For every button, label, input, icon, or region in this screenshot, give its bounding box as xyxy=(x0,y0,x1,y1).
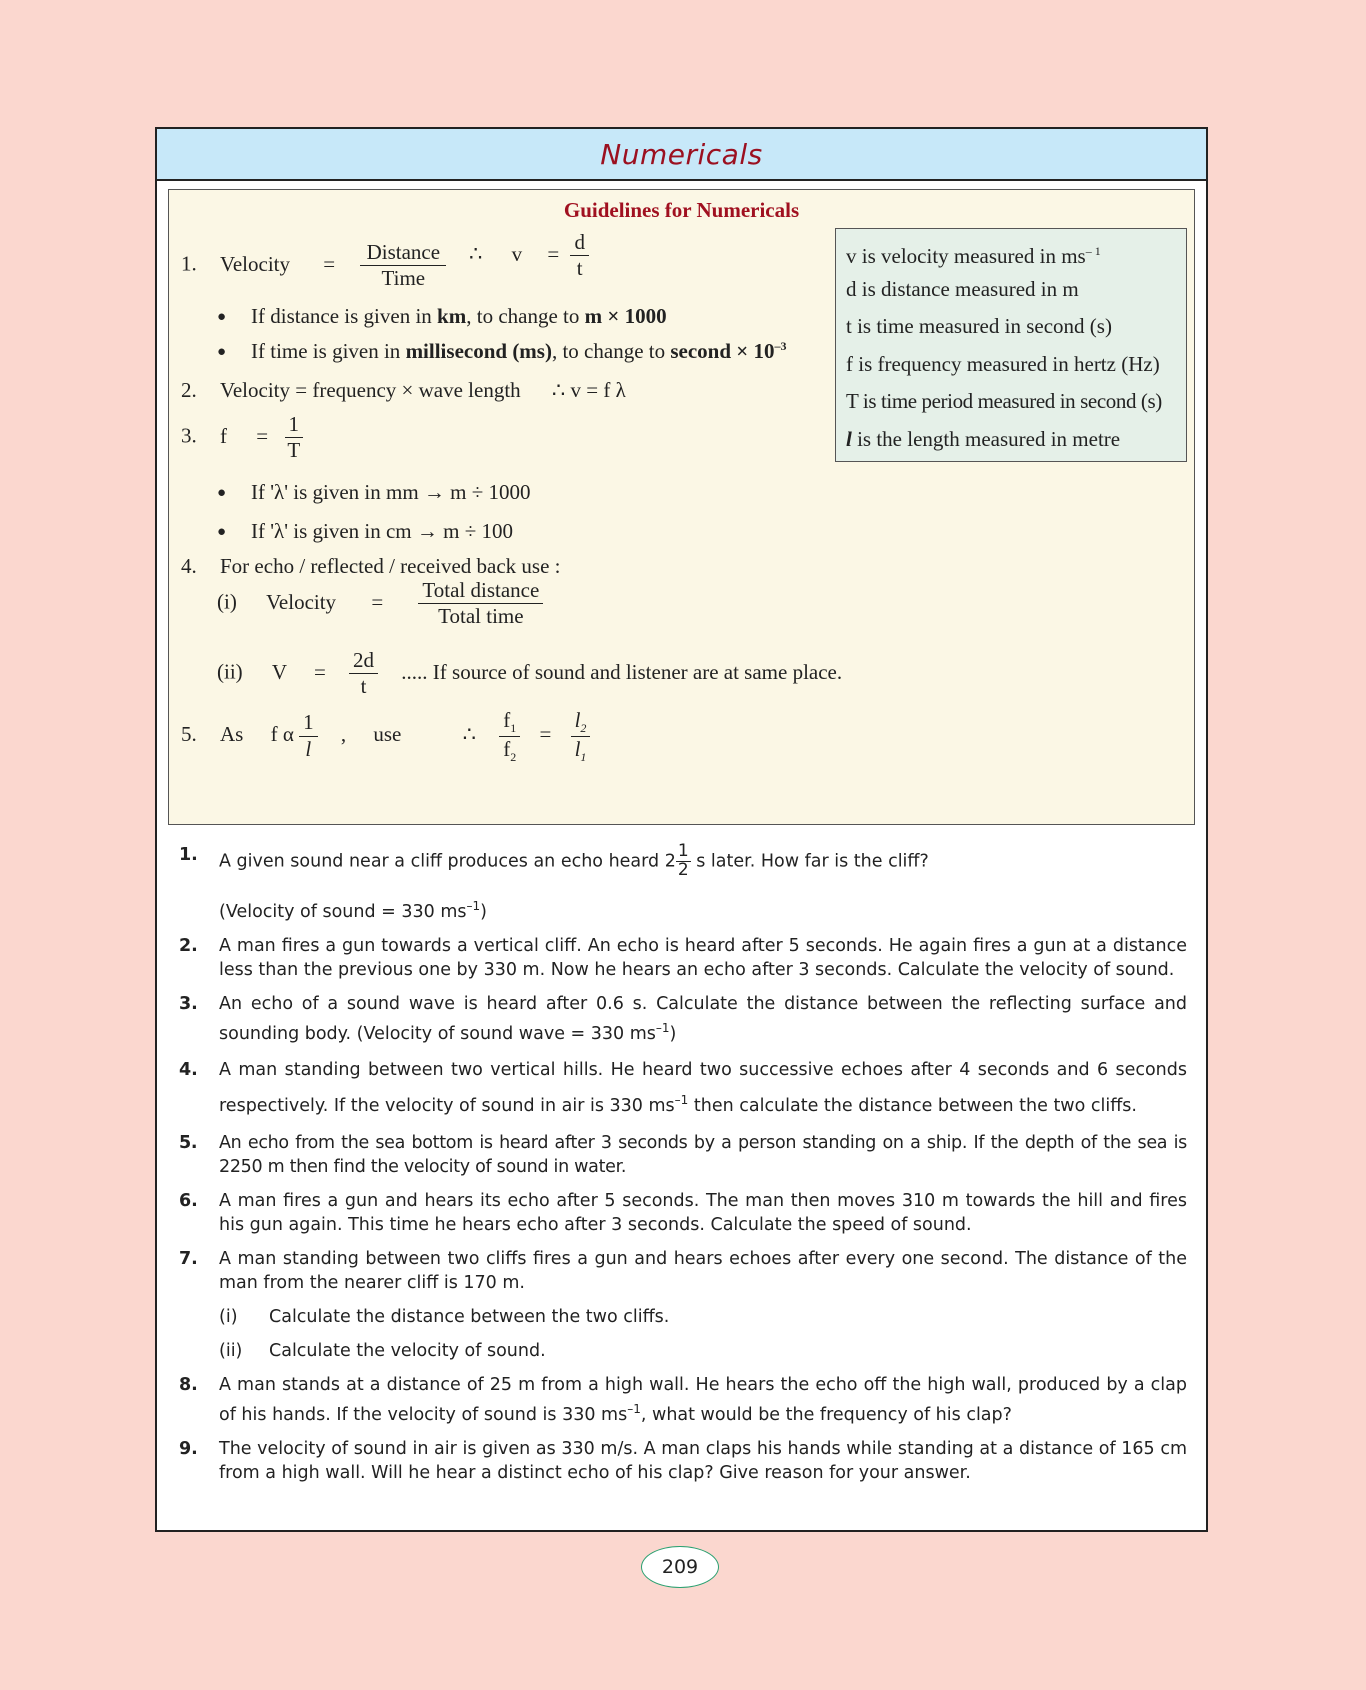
text: use xyxy=(373,721,402,746)
item-number: 5. xyxy=(181,721,197,746)
denominator: T xyxy=(287,438,301,463)
question-number: 6. xyxy=(179,1191,198,1212)
label: Velocity xyxy=(220,251,290,276)
fraction xyxy=(283,412,304,463)
fraction-l2-l1 xyxy=(571,708,591,764)
question-3 xyxy=(177,992,1187,1046)
equals: = xyxy=(371,589,384,614)
question-text: A man stands at a distance of 25 m from a high wall. He hears the echo off the high wall, produced by a clap of his hands. If the velocity of sound is 330 ms xyxy=(219,1375,1187,1425)
symbol-f: f xyxy=(220,423,227,448)
question-7 xyxy=(177,1247,1187,1363)
sub-number: (ii) xyxy=(217,659,243,684)
item-number: 3. xyxy=(181,423,197,448)
guidelines-box xyxy=(168,189,1195,825)
f1: f xyxy=(503,708,511,732)
question-text: A man standing between two cliffs fires a gun and hears echoes after every one second. The distance of the man from the nearer cliff is 170 m. xyxy=(219,1249,1187,1294)
question-list xyxy=(177,843,1187,1495)
question-text: , what would be the frequency of his clap? xyxy=(640,1405,1012,1425)
bullet-mm xyxy=(251,480,531,505)
question-text: The velocity of sound in air is given as 330 m/s. A man claps his hands while standing at a distance of 165 cm from a high wall. Will he hear a distinct echo of his clap? Give reason for your answer. xyxy=(219,1439,1187,1483)
numerator: 1 xyxy=(677,841,689,861)
question-text: ) xyxy=(669,1023,677,1044)
guideline-4-i xyxy=(217,578,543,629)
title-bar xyxy=(157,129,1206,181)
superscript: –1 xyxy=(674,1093,689,1108)
numerator: 1 xyxy=(285,412,304,438)
item-number: 4. xyxy=(181,554,197,578)
note: ..... If source of sound and listener are at same place. xyxy=(401,659,843,684)
question-number: 1. xyxy=(179,845,198,865)
text: If 'λ' is given in mm → m ÷ 1000 xyxy=(251,480,531,504)
fraction xyxy=(360,240,446,291)
question-text: An echo from the sea bottom is heard after 3 seconds by a person standing on a ship. If the depth of the sea is 2250 m then find the velocity of sound in water. xyxy=(219,1133,1187,1178)
fraction xyxy=(570,230,589,281)
equals: = xyxy=(547,241,560,266)
denominator: l xyxy=(305,736,312,761)
superscript: –1 xyxy=(466,898,481,913)
superscript: –3 xyxy=(774,339,787,353)
text: If distance is given in xyxy=(251,304,438,328)
symbol-l: l xyxy=(846,426,852,451)
guideline-4-ii xyxy=(217,648,842,699)
question-number: 4. xyxy=(179,1060,198,1081)
text: (Velocity of sound = 330 ms xyxy=(219,901,467,922)
sub-number: (i) xyxy=(217,589,237,614)
bold-text: km xyxy=(437,304,467,328)
page-title: Numericals xyxy=(600,137,763,171)
bullet-ms xyxy=(251,339,787,364)
question-text: A man standing between two vertical hills. He heard two successive echoes after 4 seconds and 6 seconds respectively. If the velocity of sound in air is 330 ms xyxy=(219,1060,1187,1117)
legend-t: t is time measured in second (s) xyxy=(846,314,1112,338)
question-8 xyxy=(177,1373,1187,1427)
denominator: t xyxy=(360,674,367,699)
legend-T: T is time period measured in second (s) xyxy=(846,389,1162,413)
symbol-v: v xyxy=(511,241,523,266)
bold-text: millisecond (ms) xyxy=(405,339,552,363)
numerator: d xyxy=(570,230,589,256)
text: For echo / reflected / received back use : xyxy=(220,554,561,578)
question-text: s later. How far is the cliff? xyxy=(690,851,929,872)
question-number: 3. xyxy=(179,993,198,1014)
guideline-2 xyxy=(181,378,626,403)
bold-text: m × 1000 xyxy=(584,304,667,328)
denominator: Time xyxy=(381,266,426,291)
guidelines-heading: Guidelines for Numericals xyxy=(563,198,800,222)
superscript: – 1 xyxy=(1085,244,1101,258)
label: V xyxy=(271,659,287,684)
subscript: 1 xyxy=(510,721,517,736)
guideline-3 xyxy=(181,412,304,463)
item-number: 1. xyxy=(181,251,197,276)
question-6 xyxy=(177,1189,1187,1237)
question-number: 9. xyxy=(179,1439,198,1459)
l2: l xyxy=(574,708,581,732)
text: Velocity = frequency × wave length xyxy=(220,378,521,402)
therefore-symbol: ∴ xyxy=(469,241,483,266)
denominator: Total time xyxy=(438,604,524,629)
question-1 xyxy=(177,843,1187,924)
label: Velocity xyxy=(266,589,337,614)
question-9 xyxy=(177,1437,1187,1485)
guideline-5 xyxy=(181,708,590,764)
text: If time is given in xyxy=(251,339,406,363)
question-text: A man fires a gun towards a vertical cliff. An echo is heard after 5 seconds. He again fires a gun at a distance less than the previous one by 330 m. Now he hears an echo after 3 seconds. Calculate the velocity of sound. xyxy=(219,935,1187,980)
legend-f: f is frequency measured in hertz (Hz) xyxy=(846,351,1160,376)
question-number: 2. xyxy=(179,935,198,956)
text: v is velocity measured in ms xyxy=(846,244,1086,268)
question-7-part-ii xyxy=(219,1339,1187,1363)
question-text: then calculate the distance between the two cliffs. xyxy=(688,1096,1137,1117)
question-4 xyxy=(177,1055,1187,1121)
equals: = xyxy=(323,251,336,276)
comma: , xyxy=(340,721,347,746)
sub-number: (ii) xyxy=(219,1341,243,1362)
fraction xyxy=(676,843,691,880)
item-number: 2. xyxy=(181,378,197,402)
text: is the length measured in metre xyxy=(851,426,1121,451)
bullet-cm xyxy=(251,519,513,544)
question-7-part-i xyxy=(219,1305,1187,1329)
question-number: 7. xyxy=(179,1249,198,1270)
numerator: Total distance xyxy=(418,578,543,604)
numericals-box xyxy=(155,127,1208,1532)
question-1-given xyxy=(219,894,1187,924)
question-number: 8. xyxy=(179,1375,198,1396)
page-number: 209 xyxy=(641,1546,719,1588)
denominator: t xyxy=(576,256,583,281)
f2: f xyxy=(503,736,511,761)
text: , to change to xyxy=(466,304,585,328)
question-5 xyxy=(177,1131,1187,1179)
proportional: f α xyxy=(270,721,294,746)
equals: = xyxy=(313,659,326,684)
guideline-4 xyxy=(181,554,561,579)
fraction xyxy=(418,578,543,629)
guideline-1 xyxy=(181,240,446,291)
subscript: 2 xyxy=(580,721,587,736)
fraction xyxy=(349,648,378,699)
sub-text: Calculate the distance between the two cliffs. xyxy=(269,1307,670,1328)
numerator: 2d xyxy=(349,648,378,674)
text: As xyxy=(220,721,244,746)
sub-number: (i) xyxy=(219,1307,238,1328)
superscript: –1 xyxy=(655,1020,670,1035)
text: , to change to xyxy=(551,339,671,363)
guideline-1-v xyxy=(469,230,589,281)
subscript: 1 xyxy=(580,749,587,764)
legend-d: d is distance measured in m xyxy=(846,276,1079,301)
equals: = xyxy=(256,423,269,448)
subscript: 2 xyxy=(510,749,517,764)
question-text: An echo of a sound wave is heard after 0.6 s. Calculate the distance between the reflecting surface and sounding body. (Velocity of sound wave = 330 ms xyxy=(219,993,1187,1044)
l1: l xyxy=(574,736,581,761)
bullet-km xyxy=(251,304,667,329)
sub-text: Calculate the velocity of sound. xyxy=(269,1341,546,1362)
denominator: 2 xyxy=(677,859,689,880)
numerator: Distance xyxy=(360,240,446,266)
legend-l xyxy=(846,421,1176,459)
symbol-legend xyxy=(835,228,1187,462)
superscript: –1 xyxy=(627,1402,641,1417)
text: ) xyxy=(480,901,487,922)
formula: ∴ v = f λ xyxy=(551,378,626,402)
question-number: 5. xyxy=(179,1133,198,1154)
therefore-symbol: ∴ xyxy=(462,721,476,746)
question-text: A man fires a gun and hears its echo after 5 seconds. The man then moves 310 m towards the hill and fires his gun again. This time he hears echo after 3 seconds. Calculate the speed of sound. xyxy=(219,1191,1187,1236)
question-2 xyxy=(177,934,1187,982)
equals: = xyxy=(539,721,552,746)
bold-text: second × 10 xyxy=(670,339,775,363)
fraction-f1-f2 xyxy=(499,708,520,764)
fraction xyxy=(299,710,318,761)
question-text: A given sound near a cliff produces an echo heard 2 xyxy=(219,851,676,872)
text: If 'λ' is given in cm → m ÷ 100 xyxy=(251,519,513,543)
numerator: 1 xyxy=(299,710,318,736)
legend-v xyxy=(846,233,1176,271)
